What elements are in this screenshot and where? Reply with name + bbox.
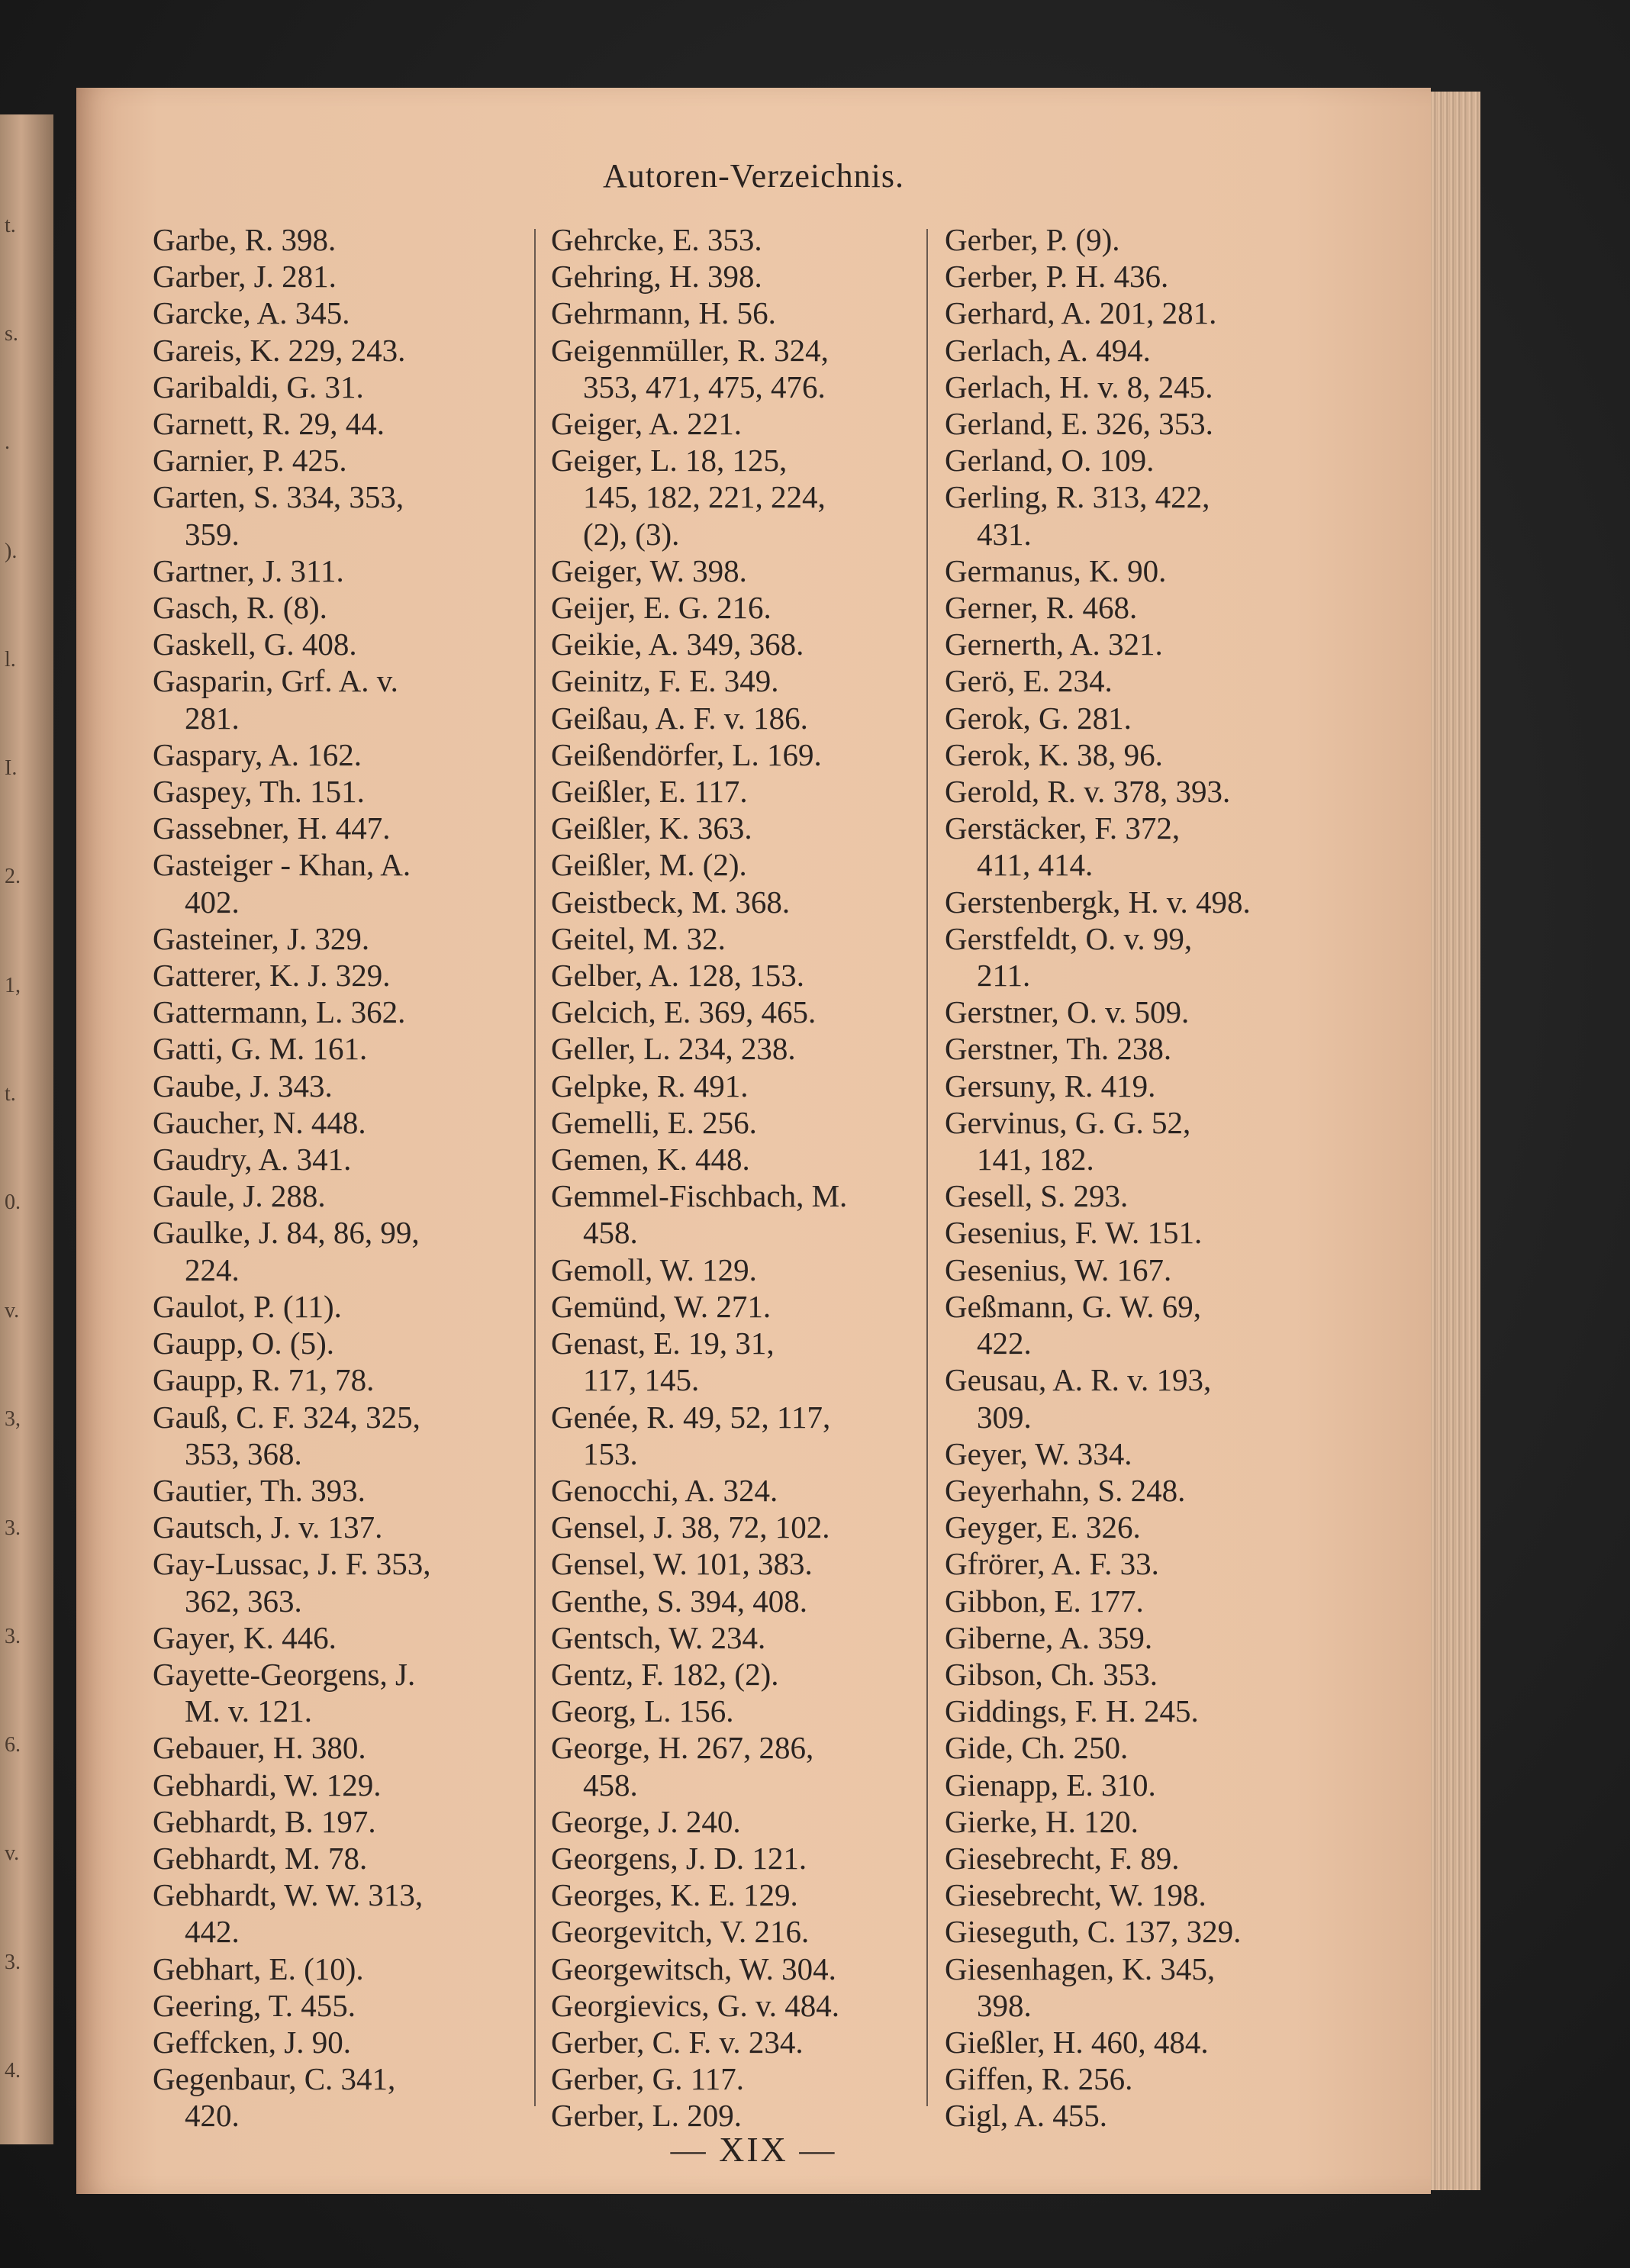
index-entry: Gerland, O. 109. <box>945 443 1155 478</box>
index-entry: Gentsch, W. 234. <box>551 1619 766 1655</box>
index-entry: Georgevitch, V. 216. <box>551 1914 810 1950</box>
index-entry: Garten, S. 334, 353, <box>153 479 404 515</box>
index-entry: Gesell, S. 293. <box>945 1178 1129 1214</box>
index-entry-continuation: 420. <box>185 2098 240 2134</box>
margin-fragment: t. <box>5 214 16 237</box>
index-entry: Geffcken, J. 90. <box>153 2024 351 2060</box>
index-entry: Giesebrecht, W. 198. <box>945 1877 1206 1913</box>
index-entry: Genast, E. 19, 31, <box>551 1326 775 1361</box>
index-entry: Gebhardt, B. 197. <box>153 1803 376 1839</box>
index-entry: Gebhardt, M. 78. <box>153 1840 368 1876</box>
margin-fragment: 2. <box>5 865 21 889</box>
index-entry: Georgievics, G. v. 484. <box>551 1987 840 2023</box>
margin-fragment: 0. <box>5 1190 21 1214</box>
previous-page-edge <box>0 114 53 2144</box>
index-entry: Gerland, E. 326, 353. <box>945 406 1213 442</box>
index-entry-continuation: 431. <box>977 516 1032 552</box>
index-entry: Gaupp, R. 71, 78. <box>153 1362 375 1398</box>
index-entry: Garbe, R. 398. <box>153 222 337 257</box>
index-entry: Genée, R. 49, 52, 117, <box>551 1399 831 1435</box>
margin-fragment: 3. <box>5 1950 21 1974</box>
index-entry-continuation: 422. <box>977 1326 1032 1361</box>
index-entry-continuation: 281. <box>185 700 240 736</box>
index-entry: Garcke, A. 345. <box>153 295 350 331</box>
index-entry: Gasteiner, J. 329. <box>153 920 370 956</box>
index-entry: Geißendörfer, L. 169. <box>551 736 822 772</box>
index-entry-continuation: 362, 363. <box>185 1583 302 1619</box>
index-entry: Gemmel-Fischbach, M. <box>551 1178 848 1214</box>
index-entry: Gehrmann, H. 56. <box>551 295 776 331</box>
index-entry: Georgewitsch, W. 304. <box>551 1951 836 1986</box>
index-entry: Geistbeck, M. 368. <box>551 884 791 920</box>
index-entry: Gaupp, O. (5). <box>153 1326 334 1361</box>
margin-fragment: 6. <box>5 1733 21 1757</box>
index-entry-continuation: 398. <box>977 1987 1032 2023</box>
index-entry: Gerstäcker, F. 372, <box>945 810 1181 846</box>
column-rule <box>534 229 536 2106</box>
index-entry: Gasteiger - Khan, A. <box>153 847 411 883</box>
index-entry: Gerö, E. 234. <box>945 663 1113 699</box>
index-entry: Geiger, L. 18, 125, <box>551 443 788 478</box>
index-entry: Georg, L. 156. <box>551 1693 734 1729</box>
index-entry: Gaudry, A. 341. <box>153 1142 352 1177</box>
index-column-3 <box>945 221 1357 2134</box>
index-entry: Genocchi, A. 324. <box>551 1472 778 1508</box>
margin-fragment: v. <box>5 1299 20 1323</box>
margin-fragment: ). <box>5 539 18 563</box>
page-number: — XIX — <box>670 2130 837 2169</box>
margin-fragment: 4. <box>5 2058 21 2083</box>
index-entry: Giesebrecht, F. 89. <box>945 1840 1180 1876</box>
index-entry: Gauß, C. F. 324, 325, <box>153 1399 420 1435</box>
margin-fragment: s. <box>5 322 18 346</box>
index-entry: Gensel, J. 38, 72, 102. <box>551 1509 830 1545</box>
index-entry: Gegenbaur, C. 341, <box>153 2061 396 2097</box>
index-entry: Gieseguth, C. 137, 329. <box>945 1914 1242 1950</box>
index-entry: Gayette-Georgens, J. <box>153 1656 416 1692</box>
index-entry: Germanus, K. 90. <box>945 553 1167 588</box>
index-entry: Gerstner, Th. 238. <box>945 1031 1172 1067</box>
index-entry: Gerstner, O. v. 509. <box>945 994 1190 1030</box>
index-entry: Gehrcke, E. 353. <box>551 222 762 257</box>
index-entry-continuation: 211. <box>977 958 1031 994</box>
index-entry: Geijer, E. G. 216. <box>551 590 772 626</box>
index-entry: Gervinus, G. G. 52, <box>945 1104 1191 1140</box>
index-entry-continuation: 141, 182. <box>977 1142 1094 1177</box>
index-entry: Geitel, M. 32. <box>551 920 726 956</box>
margin-fragment: v. <box>5 1841 20 1866</box>
index-entry: Giberne, A. 359. <box>945 1619 1153 1655</box>
index-entry: George, H. 267, 286, <box>551 1730 814 1766</box>
index-entry: Gerber, P. (9). <box>945 222 1120 257</box>
index-entry: Garnier, P. 425. <box>153 443 347 478</box>
index-entry: Gerstenbergk, H. v. 498. <box>945 884 1251 920</box>
index-entry-continuation: 359. <box>185 516 240 552</box>
index-entry: Gautsch, J. v. 137. <box>153 1509 383 1545</box>
margin-fragment: t. <box>5 1081 16 1106</box>
page-header: Autoren-Verzeichnis. <box>602 157 905 195</box>
index-entry: Gerlach, A. 494. <box>945 332 1151 368</box>
index-entry: Gayer, K. 446. <box>153 1619 337 1655</box>
index-entry: Gattermann, L. 362. <box>153 994 406 1030</box>
index-entry: Geißler, E. 117. <box>551 774 748 810</box>
index-entry-continuation: 402. <box>185 884 240 920</box>
index-entry: Giddings, F. H. 245. <box>945 1693 1199 1729</box>
index-entry: Gierke, H. 120. <box>945 1803 1139 1839</box>
index-entry: Geyerhahn, S. 248. <box>945 1472 1186 1508</box>
index-entry-continuation: 411, 414. <box>977 847 1094 883</box>
index-entry: Gensel, W. 101, 383. <box>551 1546 813 1582</box>
index-entry: Gelcich, E. 369, 465. <box>551 994 817 1030</box>
index-entry: Gibson, Ch. 353. <box>945 1656 1158 1692</box>
margin-fragment: 1, <box>5 973 21 997</box>
index-entry: Gemoll, W. 129. <box>551 1252 757 1287</box>
index-column-2 <box>551 221 925 2134</box>
index-entry: Geißler, K. 363. <box>551 810 752 846</box>
index-entry: Geusau, A. R. v. 193, <box>945 1362 1212 1398</box>
index-entry: Gerner, R. 468. <box>945 590 1138 626</box>
index-entry-continuation: 153. <box>583 1435 638 1471</box>
index-entry: Gatterer, K. J. 329. <box>153 958 391 994</box>
index-entry: Gide, Ch. 250. <box>945 1730 1129 1766</box>
index-entry: Gehring, H. 398. <box>551 259 762 295</box>
index-entry: Gelpke, R. 491. <box>551 1068 749 1103</box>
index-entry: Gießler, H. 460, 484. <box>945 2024 1209 2060</box>
index-entry: Gaulot, P. (11). <box>153 1288 342 1324</box>
index-entry-continuation: M. v. 121. <box>185 1693 313 1729</box>
index-entry-continuation: 309. <box>977 1399 1032 1435</box>
index-entry: Gerber, G. 117. <box>551 2061 745 2097</box>
margin-fragments <box>5 114 35 2144</box>
index-entry: Genthe, S. 394, 408. <box>551 1583 807 1619</box>
index-entry: Geßmann, G. W. 69, <box>945 1288 1201 1324</box>
index-entry: Geigenmüller, R. 324, <box>551 332 829 368</box>
index-entry: Geering, T. 455. <box>153 1987 356 2023</box>
index-entry: Gaskell, G. 408. <box>153 627 357 662</box>
index-entry: Gentz, F. 182, (2). <box>551 1656 779 1692</box>
index-entry: Gemelli, E. 256. <box>551 1104 757 1140</box>
margin-fragment: . <box>5 430 10 455</box>
index-entry: Gaucher, N. 448. <box>153 1104 366 1140</box>
index-entry: Gatti, G. M. 161. <box>153 1031 368 1067</box>
margin-fragment: 3. <box>5 1624 21 1648</box>
index-entry: Gaulke, J. 84, 86, 99, <box>153 1215 420 1251</box>
index-entry: Gerlach, H. v. 8, 245. <box>945 369 1213 404</box>
index-entry: Geißler, M. (2). <box>551 847 747 883</box>
index-entry-continuation: 224. <box>185 1252 240 1287</box>
index-entry: Geinitz, F. E. 349. <box>551 663 779 699</box>
index-entry: Gernerth, A. 321. <box>945 627 1163 662</box>
index-entry: Gerling, R. 313, 422, <box>945 479 1210 515</box>
index-entry-continuation: 458. <box>583 1215 638 1251</box>
index-entry: Gienapp, E. 310. <box>945 1767 1156 1802</box>
index-entry: Gerstfeldt, O. v. 99, <box>945 920 1193 956</box>
page-stack-edge <box>1431 92 1480 2190</box>
index-entry: Gerhard, A. 201, 281. <box>945 295 1217 331</box>
index-entry: Gautier, Th. 393. <box>153 1472 366 1508</box>
index-entry-continuation: 353, 368. <box>185 1435 302 1471</box>
margin-fragment: l. <box>5 647 16 672</box>
index-entry: Gebhardt, W. W. 313, <box>153 1877 424 1913</box>
index-column-1 <box>153 221 527 2134</box>
index-entry: Gfrörer, A. F. 33. <box>945 1546 1159 1582</box>
index-entry: Gersuny, R. 419. <box>945 1068 1156 1103</box>
index-entry: Giffen, R. 256. <box>945 2061 1133 2097</box>
index-entry: Gebauer, H. 380. <box>153 1730 366 1766</box>
index-entry: Geyger, E. 326. <box>945 1509 1141 1545</box>
index-entry: Geller, L. 234, 238. <box>551 1031 796 1067</box>
index-entry: Gasch, R. (8). <box>153 590 327 626</box>
index-entry: Gerold, R. v. 378, 393. <box>945 774 1231 810</box>
index-entry: Gaspary, A. 162. <box>153 736 362 772</box>
index-entry: Geyer, W. 334. <box>945 1435 1132 1471</box>
index-entry: Gigl, A. 455. <box>945 2098 1107 2134</box>
index-entry: Gelber, A. 128, 153. <box>551 958 805 994</box>
index-entry: Gasparin, Grf. A. v. <box>153 663 398 699</box>
index-entry: Gebhardi, W. 129. <box>153 1767 382 1802</box>
index-entry: Geißau, A. F. v. 186. <box>551 700 808 736</box>
index-entry: Gibbon, E. 177. <box>945 1583 1144 1619</box>
index-entry-continuation: 353, 471, 475, 476. <box>583 369 826 404</box>
index-entry: George, J. 240. <box>551 1803 741 1839</box>
margin-fragment: I. <box>5 756 18 781</box>
index-entry: Geikie, A. 349, 368. <box>551 627 804 662</box>
column-rule <box>926 229 928 2106</box>
index-entry: Gay-Lussac, J. F. 353, <box>153 1546 431 1582</box>
index-entry: Gaube, J. 343. <box>153 1068 333 1103</box>
index-entry-continuation: (2), (3). <box>583 516 680 552</box>
index-entry-continuation: 145, 182, 221, 224, <box>583 479 826 515</box>
index-entry: Gerber, P. H. 436. <box>945 259 1169 295</box>
index-entry: Giesenhagen, K. 345, <box>945 1951 1216 1986</box>
index-entry-continuation: 458. <box>583 1767 638 1802</box>
index-entry: Gassebner, H. 447. <box>153 810 391 846</box>
index-entry: Gaule, J. 288. <box>153 1178 326 1214</box>
margin-fragment: 3, <box>5 1407 21 1432</box>
index-entry: Gartner, J. 311. <box>153 553 344 588</box>
index-entry: Gareis, K. 229, 243. <box>153 332 406 368</box>
index-entry: Gemen, K. 448. <box>551 1142 750 1177</box>
margin-fragment: 3. <box>5 1516 21 1540</box>
index-entry: Gaspey, Th. 151. <box>153 774 365 810</box>
index-entry: Geiger, W. 398. <box>551 553 747 588</box>
index-entry: Gebhart, E. (10). <box>153 1951 364 1986</box>
index-entry: Georgens, J. D. 121. <box>551 1840 807 1876</box>
index-entry: Gerok, K. 38, 96. <box>945 736 1163 772</box>
index-entry: Gerber, L. 209. <box>551 2098 742 2134</box>
index-entry: Gemünd, W. 271. <box>551 1288 772 1324</box>
index-entry: Gesenius, W. 167. <box>945 1252 1172 1287</box>
index-entry-continuation: 442. <box>185 1914 240 1950</box>
index-entry: Gesenius, F. W. 151. <box>945 1215 1203 1251</box>
index-entry: Garibaldi, G. 31. <box>153 369 364 404</box>
index-entry: Gerok, G. 281. <box>945 700 1132 736</box>
index-entry: Garnett, R. 29, 44. <box>153 406 385 442</box>
index-entry: Gerber, C. F. v. 234. <box>551 2024 804 2060</box>
index-entry: Geiger, A. 221. <box>551 406 743 442</box>
index-entry: Georges, K. E. 129. <box>551 1877 798 1913</box>
index-entry-continuation: 117, 145. <box>583 1362 700 1398</box>
index-entry: Garber, J. 281. <box>153 259 337 295</box>
